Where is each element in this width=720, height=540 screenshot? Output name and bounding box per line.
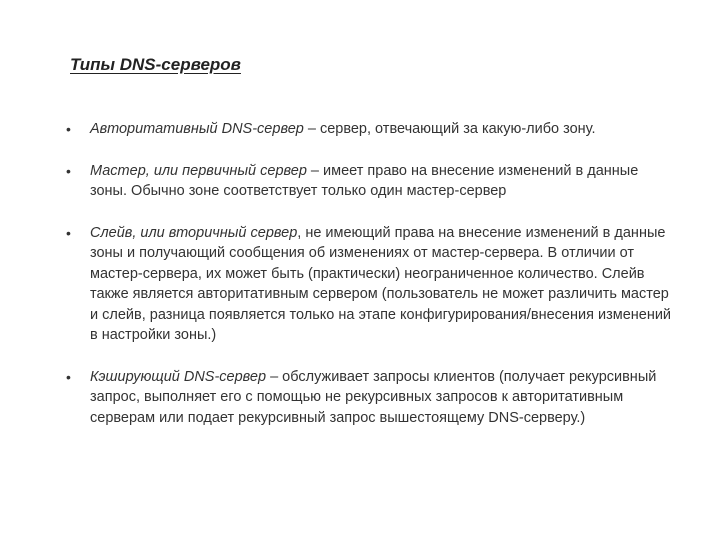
bullet-description: – обслуживает запросы клиентов (получает рекурсивный запрос, выполняет его с помощью не рекурсивных запросов к авторитативным серверам или подает рекурсивный запрос вышестоящему DNS-серверу.) xyxy=(90,368,657,426)
bullet-caching-server xyxy=(66,367,676,429)
bullet-description: – сервер, отвечающий за какую-либо зону. xyxy=(303,121,596,137)
bullet-dot-icon: • xyxy=(66,368,71,385)
bullet-term: Слейв, или вторичный сервер xyxy=(90,224,298,241)
bullet-term: Авторитативный DNS-сервер xyxy=(90,121,304,137)
bullet-authoritative-server xyxy=(66,119,676,140)
bullet-master-server xyxy=(66,161,676,202)
bullet-description: , не имеющий права на внесение изменений в данные зоны и получающий сообщения об изменениях от мастер-сервера. В отличии от мастер-сервера, их может быть (практически) неограниченное количество. Слейв также является авторитативным сервером (пользователь не может различить мастер и слейв, разница появляется только на этапе конфигурирования/внесения изменений в настройки зоны.) xyxy=(90,224,672,343)
bullet-slave-server xyxy=(66,223,676,346)
bullet-list xyxy=(66,119,676,428)
bullet-dot-icon: • xyxy=(66,224,71,241)
bullet-term: Мастер, или первичный сервер xyxy=(90,162,307,179)
bullet-dot-icon: • xyxy=(66,162,71,179)
bullet-description: – имеет право на внесение изменений в данные зоны. Обычно зоне соответствует только один мастер-сервер xyxy=(90,162,639,199)
bullet-dot-icon: • xyxy=(66,121,71,137)
slide-title: Типы DNS-серверов xyxy=(70,55,241,74)
bullet-term: Кэширующий DNS-сервер xyxy=(90,368,267,385)
